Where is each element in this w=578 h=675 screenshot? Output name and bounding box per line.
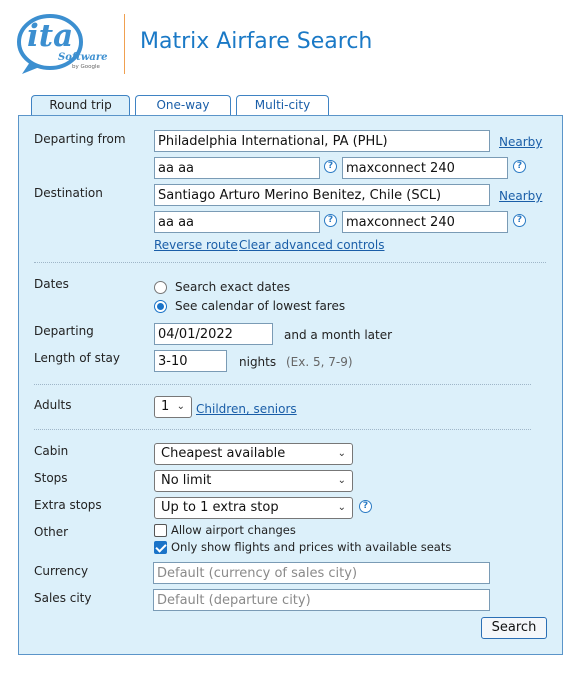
section-divider bbox=[34, 429, 531, 430]
departing-date-suffix: and a month later bbox=[284, 328, 393, 342]
extra-stops-select-value: Up to 1 extra stop bbox=[161, 500, 279, 515]
departing-date-label: Departing bbox=[34, 324, 94, 338]
logo-subtext: Software bbox=[58, 52, 108, 63]
destination-routing-help-icon[interactable]: ? bbox=[324, 214, 337, 227]
allow-airport-changes-checkbox[interactable] bbox=[154, 524, 167, 537]
calendar-lowest-fares-label: See calendar of lowest fares bbox=[175, 299, 346, 313]
tab-one-way[interactable]: One-way bbox=[135, 95, 231, 116]
children-seniors-link[interactable]: Children, seniors bbox=[196, 402, 297, 416]
other-label: Other bbox=[34, 525, 69, 539]
reverse-route-link[interactable]: Reverse route bbox=[154, 238, 238, 252]
departing-from-label: Departing from bbox=[34, 132, 126, 146]
page-title: Matrix Airfare Search bbox=[140, 29, 373, 54]
clear-advanced-link[interactable]: Clear advanced controls bbox=[239, 238, 385, 252]
calendar-lowest-fares-radio[interactable] bbox=[154, 300, 167, 313]
length-of-stay-label: Length of stay bbox=[34, 351, 120, 365]
adults-select[interactable] bbox=[154, 396, 192, 418]
search-form-panel bbox=[18, 115, 563, 655]
available-seats-checkbox[interactable] bbox=[154, 541, 167, 554]
destination-extension-help-icon[interactable]: ? bbox=[513, 214, 526, 227]
stops-select-value: No limit bbox=[161, 473, 212, 488]
currency-label: Currency bbox=[34, 564, 89, 578]
departing-routing-input[interactable] bbox=[154, 157, 320, 179]
departing-date-input[interactable] bbox=[154, 323, 273, 345]
allow-airport-changes-label: Allow airport changes bbox=[171, 523, 296, 537]
adults-select-value: 1 bbox=[161, 399, 170, 414]
length-of-stay-input[interactable] bbox=[154, 350, 227, 372]
length-of-stay-unit: nights bbox=[239, 355, 277, 369]
chevron-down-icon: ⌄ bbox=[337, 502, 346, 513]
dates-label: Dates bbox=[34, 277, 69, 291]
search-exact-dates-radio[interactable] bbox=[154, 281, 167, 294]
extra-stops-label: Extra stops bbox=[34, 498, 102, 512]
cabin-label: Cabin bbox=[34, 444, 69, 458]
extra-stops-help-icon[interactable]: ? bbox=[359, 500, 372, 513]
departing-from-input[interactable] bbox=[154, 130, 490, 152]
destination-routing-input[interactable] bbox=[154, 211, 320, 233]
cabin-select[interactable] bbox=[154, 443, 353, 465]
destination-input[interactable] bbox=[154, 184, 490, 206]
tab-round-trip[interactable]: Round trip bbox=[31, 95, 130, 117]
tab-multi-city[interactable]: Multi-city bbox=[236, 95, 329, 116]
destination-nearby-link[interactable]: Nearby bbox=[499, 189, 543, 203]
logo-by-google: by Google bbox=[72, 64, 100, 70]
sales-city-input[interactable] bbox=[153, 589, 490, 611]
departing-nearby-link[interactable]: Nearby bbox=[499, 135, 543, 149]
destination-label: Destination bbox=[34, 186, 103, 200]
extra-stops-select[interactable] bbox=[154, 497, 353, 519]
destination-extension-input[interactable] bbox=[342, 211, 508, 233]
section-divider bbox=[34, 262, 546, 263]
chevron-down-icon: ⌄ bbox=[176, 401, 185, 412]
departing-extension-help-icon[interactable]: ? bbox=[513, 160, 526, 173]
adults-label: Adults bbox=[34, 398, 72, 412]
cabin-select-value: Cheapest available bbox=[161, 446, 286, 461]
stops-label: Stops bbox=[34, 471, 68, 485]
search-exact-dates-label: Search exact dates bbox=[175, 280, 291, 294]
available-seats-label: Only show flights and prices with available seats bbox=[171, 540, 452, 554]
chevron-down-icon: ⌄ bbox=[337, 448, 346, 459]
ita-software-logo bbox=[16, 12, 106, 76]
logo-text: ita bbox=[27, 18, 74, 54]
departing-extension-input[interactable] bbox=[342, 157, 508, 179]
departing-routing-help-icon[interactable]: ? bbox=[324, 160, 337, 173]
header-divider bbox=[124, 14, 125, 74]
stops-select[interactable] bbox=[154, 470, 353, 492]
chevron-down-icon: ⌄ bbox=[337, 475, 346, 486]
sales-city-label: Sales city bbox=[34, 591, 92, 605]
section-divider bbox=[34, 384, 531, 385]
length-of-stay-hint: (Ex. 5, 7-9) bbox=[286, 355, 353, 369]
currency-input[interactable] bbox=[153, 562, 490, 584]
search-button[interactable]: Search bbox=[481, 617, 547, 639]
